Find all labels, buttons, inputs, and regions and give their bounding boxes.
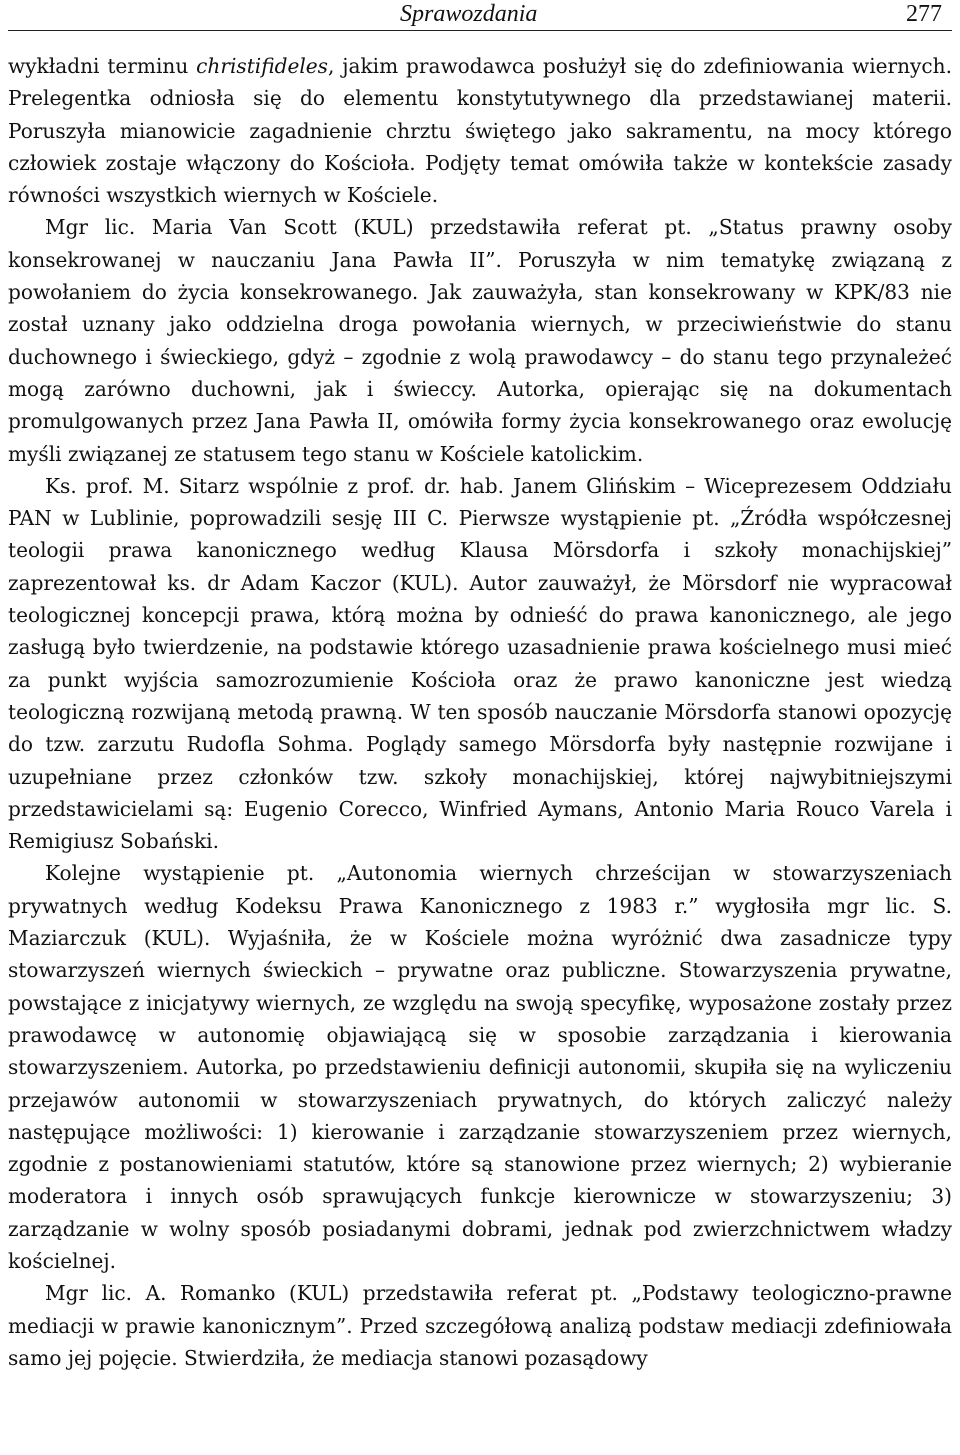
running-header [8, 0, 952, 31]
paragraph: wykładni terminu christifideles, jakim prawodawca posłużył się do zdefiniowania wiernych. Prelegentka odniosła się do elementu konstytutywnego dla przedstawianej materii. Poruszyła mianowicie zagadnienie chrztu świętego jako sakramentu, na mocy którego człowiek zostaje włączony do Kościoła. Podjęty temat omówiła także w kontekście zasady równości wszystkich wiernych w Kościele. [8, 54, 952, 208]
paragraph: Mgr lic. Maria Van Scott (KUL) przedstawiła referat pt. „Status prawny osoby konsekrowanej w nauczaniu Jana Pawła II”. Poruszyła w nim tematykę związaną z powołaniem do życia konsekrowanego. Jak zauważyła, stan konsekrowany w KPK/83 nie został uznany jako oddzielna droga powołania wiernych, w przeciwieństwie do stanu duchownego i świeckiego, gdyż – zgodnie z wolą prawodawcy – do stanu tego przynależeć mogą zarówno duchowni, jak i świeccy. Autorka, opierając się na dokumentach promulgowanych przez Jana Pawła II, omówiła formy życia konsekrowanego oraz ewolucję myśli związanej ze statusem tego stanu w Kościele katolickim. [8, 215, 952, 466]
running-title: Sprawozdania [400, 1, 538, 27]
paragraph: Mgr lic. A. Romanko (KUL) przedstawiła referat pt. „Podstawy teologiczno-prawne mediacji w prawie kanonicznym”. Przed szczegółową analizą podstaw mediacji zdefiniowała samo jej pojęcie. Stwierdziła, że mediacja stanowi pozasądowy [8, 1281, 952, 1370]
body-text [8, 50, 952, 1374]
latin-term: christifideles [196, 54, 328, 78]
paragraph: Ks. prof. M. Sitarz wspólnie z prof. dr. hab. Janem Glińskim – Wiceprezesem Oddziału PAN w Lublinie, poprowadzili sesję III C. Pierwsze wystąpienie pt. „Źródła współczesnej teologii prawa kanonicznego według Klausa Mörsdorfa i szkoły monachijskiej” zaprezentował ks. dr Adam Kaczor (KUL). Autor zauważył, że Mörsdorf nie wypracował teologicznej koncepcji prawa, którą można by odnieść do prawa kanonicznego, ale jego zasługą było twierdzenie, na podstawie którego uzasadnienie prawa kościelnego musi mieć za punkt wyjścia samozrozumienie Kościoła oraz że prawo kanoniczne jest wiedzą teologiczną rozwijaną metodą prawną. W ten sposób nauczanie Mörsdorfa stanowi opozycję do tzw. zarzutu Rudofla Sohma. Poglądy samego Mörsdorfa były następnie rozwijane i uzupełniane przez członków tzw. szkoły monachijskiej, której najwybitniejszymi przedstawicielami są: Eugenio Corecco, Winfried Aymans, Antonio Maria Rouco Varela i Remigiusz Sobański. [8, 473, 952, 854]
page-number: 277 [906, 1, 942, 27]
paragraph: Kolejne wystąpienie pt. „Autonomia wiernych chrześcijan w stowarzyszeniach prywatnych według Kodeksu Prawa Kanonicznego z 1983 r.” wygłosiła mgr lic. S. Maziarczuk (KUL). Wyjaśniła, że w Kościele można wyróżnić dwa zasadnicze typy stowarzyszeń wiernych świeckich – prywatne oraz publiczne. Stowarzyszenia prywatne, powstające z inicjatywy wiernych, ze względu na swoją specyfikę, wyposażone zostały przez prawodawcę w autonomię objawiającą się w sposobie zarządzania i kierowania stowarzyszeniem. Autorka, po przedstawieniu definicji autonomii, skupiła się na wyliczeniu przejawów autonomii w stowarzyszeniach prywatnych, do których zaliczyć należy następujące możliwości: 1) kierowanie i zarządzanie stowarzyszeniem przez wiernych, zgodnie z postanowieniami statutów, które są stanowione przez wiernych; 2) wybieranie moderatora i innych osób sprawujących funkcje kierownicze w stowarzyszeniu; 3) zarządzanie w wolny sposób posiadanymi dobrami, jednak pod zwierzchnictwem władzy kościelnej. [8, 861, 952, 1273]
